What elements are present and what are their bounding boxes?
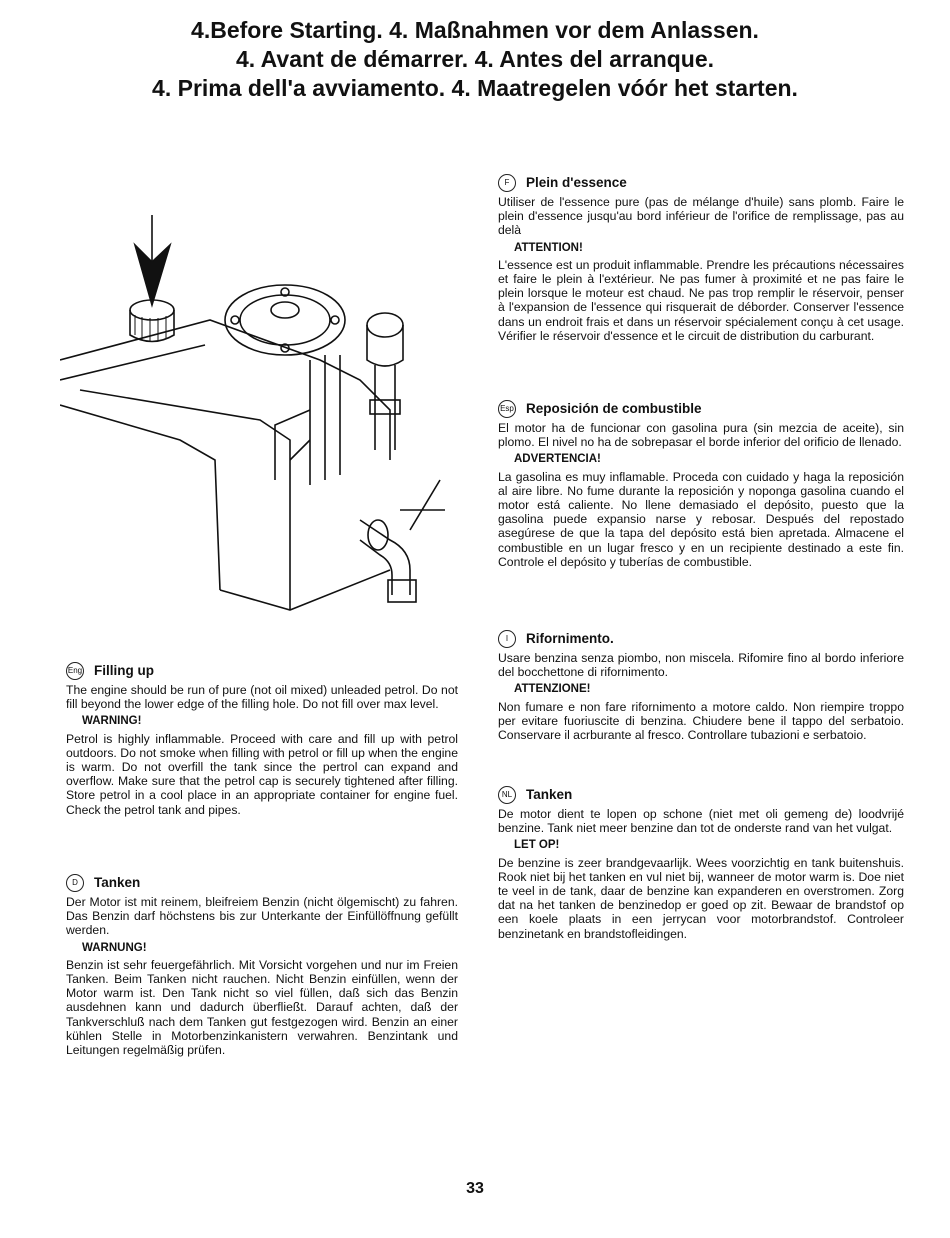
- lang-badge-icon: NL: [498, 786, 516, 804]
- section-english-title: Filling up: [94, 662, 154, 678]
- section-french-text: Utiliser de l'essence pure (pas de mélange d'huile) sans plomb. Faire le plein d'essence jusqu'au bord inférieur de l'orifice de remplissage, pas au delà: [498, 195, 904, 238]
- section-german: [66, 874, 458, 1057]
- section-dutch-warning-text: De benzine is zeer brandgevaarlijk. Wees voorzichtig en tank buitenshuis. Rook niet bij het tanken en vul niet bij, wanneer de motor warm is. Doe niet te veel in de tank, daar de benzine kan expanderen en overstromen. Zorg dat na het tanken de benzinedop er goed op zit. Bewaar de brandstof op een koele plaats in een jerrycan voor motorbrandstof. Controleer benzinetank en brandstofleidingen.: [498, 855, 904, 941]
- filler-cap-body: [130, 310, 174, 342]
- title-line-2: 4. Avant de démarrer. 4. Antes del arranque.: [235, 46, 715, 72]
- section-dutch-heading: [498, 786, 904, 804]
- section-english-warning: WARNING!: [82, 715, 142, 728]
- section-german-text: Der Motor ist mit reinem, bleifreiem Benzin (nicht ölgemischt) zu fahren. Das Benzin darf höchstens bis zur Unterkante der Einfüllöffnung gefüllt werden.: [66, 895, 458, 938]
- section-french: [498, 174, 904, 343]
- tank-front-edge: [80, 390, 290, 610]
- pipe-lines: [400, 480, 445, 530]
- section-french-warning-text: L'essence est un produit inflammable. Prendre les précautions nécessaires et faire le plein à l'extérieur. Ne pas fumer à proximité et ne pas faire le plein lorsque le moteur est chaud. Ne pas trop remplir le réservoir, penser à l'expansion de l'essence qui risquerait de déborder. Conserver l'essence dans un endroit frais et dans un réservoir spécialement conçu à cet usage. Vérifier le réservoir d'essence et le circuit de distribution du carburant.: [498, 257, 904, 343]
- section-italian-heading: [498, 630, 904, 648]
- page-title: [0, 16, 950, 103]
- engine-plate-hole: [271, 302, 299, 318]
- section-french-title: Plein d'essence: [526, 174, 627, 190]
- section-spanish-warning-text: La gasolina es muy inflamable. Proceda con cuidado y haga la reposición al aire libre. No fume durante la reposición y noponga gasolina cuando el motor está caliente. No llene demasiado el depósito, puesto que la gasolina puede expansio narse y rebosar. Después del repostado asegúrese de que la tapa del depósito está bien apretada. Almacene el combustible en un lugar fresco y en un recipiente destinado a este fin. Controle el depósito y tuberías de combustible.: [498, 469, 904, 569]
- tank-side-edge: [60, 405, 220, 590]
- valve-knob: [367, 313, 403, 337]
- lang-badge-icon: F: [498, 174, 516, 192]
- bolt: [331, 316, 339, 324]
- lang-badge-icon: I: [498, 630, 516, 648]
- bolt: [231, 316, 239, 324]
- section-italian-title: Rifornimento.: [526, 630, 614, 646]
- section-german-title: Tanken: [94, 874, 141, 890]
- section-spanish-text: El motor ha de funcionar con gasolina pura (sin mezcia de aceite), sin plomo. El nivel no ha de sobrepasar el borde inferior del orificio de llenado.: [498, 421, 904, 450]
- frame-posts: [310, 355, 340, 485]
- section-english-heading: [66, 662, 458, 680]
- section-spanish-title: Reposición de combustible: [526, 400, 702, 416]
- section-italian-warning-text: Non fumare e non fare rifornimento a motore caldo. Non riempire troppo per evitare fuoriuscite di benzina. Chiudere bene il tappo del serbatoio. Conservare il acrburante al fresco. Controllare tubazioni e serbatoio.: [498, 699, 904, 743]
- section-french-heading: [498, 174, 904, 192]
- section-dutch-warning: LET OP!: [514, 839, 560, 852]
- section-german-heading: [66, 874, 458, 892]
- section-italian: [498, 630, 904, 742]
- valve-body: [367, 325, 403, 366]
- fuel-line: [375, 365, 395, 450]
- title-line-3: 4. Prima dell'a avviamento. 4. Maatregelen vóór het starten.: [152, 75, 798, 101]
- fuel-tank-illustration: [60, 210, 480, 620]
- tank-bottom-edge: [220, 570, 390, 610]
- section-english-text: The engine should be run of pure (not oil mixed) unleaded petrol. Do not fill beyond the lower edge of the filling hole. Do not fill over max level.: [66, 683, 458, 712]
- section-english-warning-text: Petrol is highly inflammable. Proceed with care and fill up with petrol outdoors. Do not smoke when filling with petrol or fill up when the engine is warm. Do not overfill the tank since the pertrol can expand and overflow. Make sure that the petrol cap is securely tightened after filling. Store petrol in a cool place in an appropriate container for engine fuel. Check the petrol tank and pipes.: [66, 731, 458, 817]
- section-german-warning-text: Benzin ist sehr feuergefährlich. Mit Vorsicht vorgehen und nur im Freien Tanken. Beim Tanken nicht rauchen. Nicht Benzin einfüllen, wenn der Motor warm ist. Den Tank nicht so viel füllen, daß sich das Benzin ausdehnen kann und dadurch überfließt. Darauf achten, daß der Tankverschluß nach dem Tanken gut festgezogen wird. Benzin an einer kühlen Stelle in Motorbenzinkanistern verwahren. Benzintank und Leitungen regelmäßig prüfen.: [66, 957, 458, 1058]
- title-line-1: 4.Before Starting. 4. Maßnahmen vor dem Anlassen.: [191, 17, 759, 43]
- frame-bracket: [275, 410, 310, 480]
- elbow-inlet: [368, 520, 388, 550]
- lang-badge-icon: D: [66, 874, 84, 892]
- section-german-warning: WARNUNG!: [82, 941, 147, 954]
- page-number: 33: [466, 1180, 484, 1197]
- lang-badge-icon: Eng: [66, 662, 84, 680]
- lang-badge-icon: Esp: [498, 400, 516, 418]
- section-french-warning: ATTENTION!: [514, 241, 583, 254]
- section-spanish-warning: ADVERTENCIA!: [514, 453, 601, 466]
- section-dutch: [498, 786, 904, 941]
- section-spanish: [498, 400, 904, 569]
- section-italian-text: Usare benzina senza piombo, non miscela. Rifomire fino al bordo inferiore del bocchettone di rifornimento.: [498, 651, 904, 680]
- section-dutch-title: Tanken: [526, 786, 573, 802]
- section-english: [66, 662, 458, 817]
- tank-rim: [60, 345, 205, 380]
- section-italian-warning: ATTENZIONE!: [514, 683, 591, 696]
- section-spanish-heading: [498, 400, 904, 418]
- section-dutch-text: De motor dient te lopen op schone (niet met oli gemeng de) loodvrijé benzine. Tank niet meer benzine dan tot de onderste rand van het vulgat.: [498, 807, 904, 836]
